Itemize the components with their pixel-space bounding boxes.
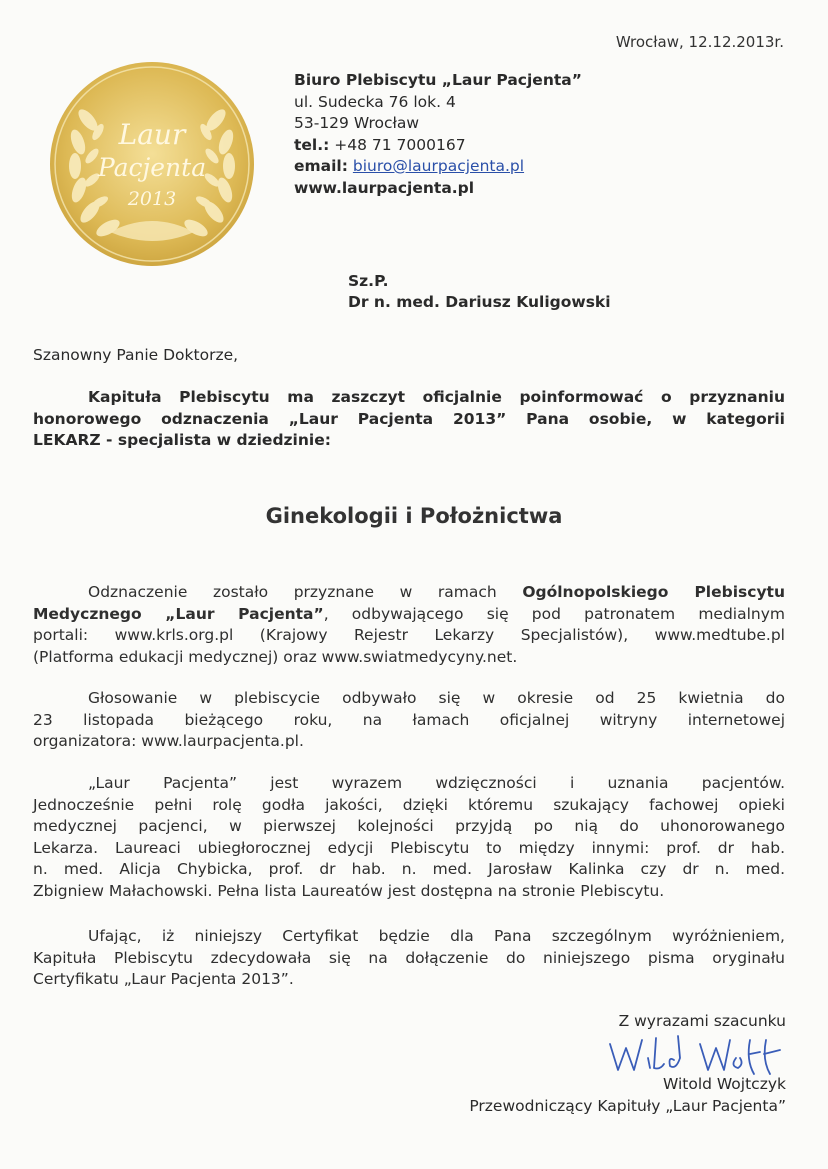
intro-line: LEKARZ - specjalista w dziedzinie: xyxy=(33,431,331,449)
paragraph-line: Zbigniew Małachowski. Pełna lista Laureatów jest dostępna na stronie Plebiscytu. xyxy=(33,881,665,900)
sender-website: www.laurpacjenta.pl xyxy=(294,178,475,197)
intro-paragraph xyxy=(33,387,785,452)
paragraph-about xyxy=(33,773,785,902)
paragraph-line: „Laur Pacjenta” jest wyrazem wdzięczności i uznania pacjentów. xyxy=(88,774,785,792)
salutation: Szanowny Panie Doktorze, xyxy=(33,346,239,364)
paragraph-line: Jednocześnie pełni rolę godła jakości, dzięki któremu szukający fachowej opieki xyxy=(33,795,785,814)
laur-pacjenta-seal-logo xyxy=(48,60,256,268)
intro-line: Kapituła Plebiscytu ma zaszczyt oficjalnie poinformować o przyznaniu xyxy=(88,388,785,406)
signer-name: Witold Wojtczyk xyxy=(662,1075,786,1093)
seal-text-pacjenta: Pacjenta xyxy=(97,153,207,182)
paragraph-line: 23 listopada bieżącego roku, na łamach oficjalnej witryny internetowej xyxy=(33,710,785,729)
paragraph-line: Lekarza. Laureaci ubiegłorocznej edycji Plebiscytu to między innymi: prof. dr hab. xyxy=(33,838,785,857)
intro-line: honorowego odznaczenia „Laur Pacjenta 2013” Pana osobie, w kategorii xyxy=(33,409,785,428)
phone-label: tel.: xyxy=(294,135,330,154)
letter-date: Wrocław, 12.12.2013r. xyxy=(615,33,784,51)
paragraph-line: Ufając, iż niniejszy Certyfikat będzie dla Pana szczególnym wyróżnieniem, xyxy=(88,927,785,945)
sender-phone-row xyxy=(294,135,582,157)
closing-regards: Z wyrazami szacunku xyxy=(618,1012,786,1030)
seal-graphic xyxy=(48,60,256,268)
paragraph-line: medycznej pacjenci, w pierwszej kolejności przyjdą po nią do uhonorowanego xyxy=(33,817,785,835)
sender-name: Biuro Plebiscytu „Laur Pacjenta” xyxy=(294,71,582,89)
paragraph-line: organizatora: www.laurpacjenta.pl. xyxy=(33,732,304,750)
sender-email-row xyxy=(294,156,582,178)
paragraph-line: Certyfikatu „Laur Pacjenta 2013”. xyxy=(33,970,294,988)
recipient-prefix: Sz.P. xyxy=(348,272,389,290)
sender-block xyxy=(294,70,582,199)
email-label: email: xyxy=(294,157,348,175)
recipient-name: Dr n. med. Dariusz Kuligowski xyxy=(348,293,611,311)
recipient-block xyxy=(348,271,611,313)
paragraph-line: (Platforma edukacji medycznej) oraz www.swiatmedycyny.net. xyxy=(33,647,518,666)
signer-title: Przewodniczący Kapituły „Laur Pacjenta” xyxy=(469,1097,786,1115)
paragraph-line xyxy=(33,582,785,604)
paragraph-line: Kapituła Plebiscytu zdecydowała się na dołączenie do niniejszego pisma oryginału xyxy=(33,948,785,967)
text-bold-span: Ogólnopolskiego Plebiscytu xyxy=(522,583,786,601)
email-link[interactable]: biuro@laurpacjenta.pl xyxy=(352,157,525,175)
paragraph-line: Głosowanie w plebiscycie odbywało się w okresie od 25 kwietnia do xyxy=(88,689,785,707)
seal-text-year: 2013 xyxy=(127,188,177,210)
paragraph-voting xyxy=(33,688,785,753)
paragraph-line: n. med. Alicja Chybicka, prof. dr hab. n. med. Jarosław Kalinka czy dr n. med. xyxy=(33,860,785,878)
text-span: Odznaczenie zostało przyznane w ramach xyxy=(88,583,523,601)
paragraph-award xyxy=(33,582,785,668)
text-bold-span: Medycznego „Laur Pacjenta” xyxy=(33,604,324,623)
seal-text-laur: Laur xyxy=(118,118,186,151)
phone-value: +48 71 7000167 xyxy=(329,135,466,154)
paragraph-line xyxy=(33,604,785,626)
sender-street: ul. Sudecka 76 lok. 4 xyxy=(294,92,456,111)
sender-city: 53-129 Wrocław xyxy=(294,114,420,132)
text-span: , odbywającego się pod patronatem medialnym xyxy=(323,604,786,623)
paragraph-certificate xyxy=(33,926,785,991)
handwritten-signature-icon xyxy=(604,1030,784,1078)
paragraph-line: portali: www.krls.org.pl (Krajowy Rejestr Lekarzy Specjalistów), www.medtube.pl xyxy=(33,626,785,644)
specialty-heading: Ginekologii i Położnictwa xyxy=(265,504,563,528)
